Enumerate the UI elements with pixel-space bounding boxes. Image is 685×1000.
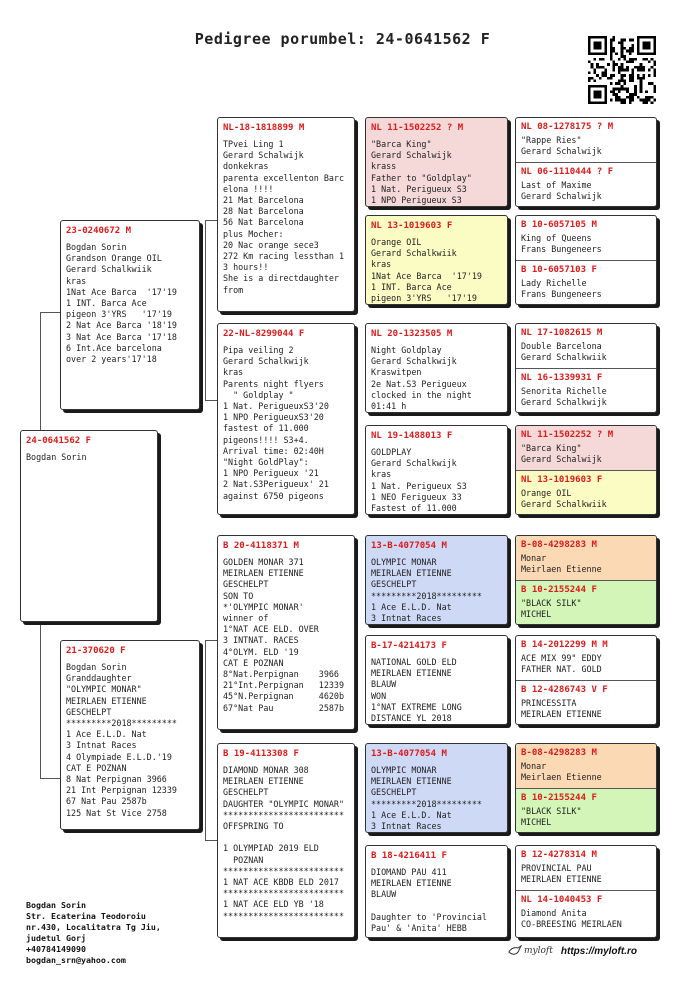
pedigree-card-gen3	[365, 117, 508, 207]
ring-number: NL-18-1818899 M	[223, 123, 305, 133]
ring-number: NL 06-1110444 ? F	[521, 167, 614, 177]
pedigree-card-dam	[60, 640, 200, 830]
pigeon-details: "Barca King" Gerard Schalwijk	[521, 443, 602, 465]
ring-number: 21-370620 F	[66, 646, 126, 656]
connector-line	[205, 220, 217, 221]
ring-number: NL 11-1502252 ? M	[371, 123, 464, 133]
connector-line	[40, 312, 60, 313]
ring-number: B 12-4286743 V F	[521, 685, 608, 695]
ring-number: B 19-4113308 F	[223, 749, 299, 759]
pigeon-details: GOLDEN MONAR 371 MEIRLAEN ETIENNE GESCHELPT SON TO *'OLYMPIC MONAR' winner of 1°NAT ACE ELD. OVER 3 INTNAT. RACES 4°OLYM. ELD '19 CAT E POZNAN 8°Nat.Perpignan 3966 21°Int.Perpignan 12339 45°N.Perpignan 4620b 67°Nat Pau 2587b	[223, 557, 345, 713]
pedigree-card-gen3	[365, 425, 508, 515]
pigeon-details: Lady Richelle Frans Bungeneers	[521, 278, 602, 300]
ring-number: B 20-4118371 M	[223, 541, 299, 551]
ring-number: B 10-2155244 F	[521, 793, 597, 803]
pigeon-details: OLYMPIC MONAR MEIRLAEN ETIENNE GESCHELPT *********2018********* 1 Ace E.L.D. Nat 3 Intnat Races	[371, 765, 482, 832]
pigeon-details: "Barca King" Gerard Schalwijk krass Father to "Goldplay" 1 Nat. Perigueux S3 1 NPO Perigueux S3	[371, 139, 472, 206]
pigeon-details: DIAMOND MONAR 308 MEIRLAEN ETIENNE GESCHELPT DAUGHTER "OLYMPIC MONAR" ************************ OFFSPRING TO 1 OLYMPIAD 2019 ELD POZNAN ************************ 1 NAT ACE KBDB ELD 2017 ************************ 1 NAT ACE ELD YB '18 ************************	[223, 765, 345, 921]
ring-number: NL 17-1082615 M	[521, 328, 603, 338]
ring-number: NL 13-1019603 F	[371, 221, 453, 231]
pigeon-details: PROVINCIAL PAU MEIRLAEN ETIENNE	[521, 863, 602, 885]
ring-number: NL 11-1502252 ? M	[521, 430, 614, 440]
gen4-sire	[516, 636, 656, 680]
ring-number: NL 08-1278175 ? M	[521, 122, 614, 132]
pedigree-card-grandsire-paternal	[217, 117, 355, 312]
pigeon-details: "BLACK SILK" MICHEL	[521, 598, 582, 620]
pedigree-card-subject	[20, 430, 158, 622]
gen4-sire	[516, 536, 656, 580]
pedigree-card-sire	[60, 220, 200, 410]
gen4-dam	[516, 788, 656, 833]
gen4-sire	[516, 426, 656, 470]
ring-number: NL 14-1040453 F	[521, 895, 603, 905]
pedigree-card-gen3	[365, 635, 508, 725]
pedigree-card-gen3	[365, 323, 508, 413]
connector-line	[40, 312, 41, 430]
ring-number: B 10-6057105 M	[521, 220, 597, 230]
ring-number: NL 20-1323505 M	[371, 329, 453, 339]
pigeon-details: Night Goldplay Gerard Schalkwijk Kraswitpen 2e Nat.S3 Perigueux clocked in the night 01:41 h	[371, 345, 472, 412]
pedigree-card-grandsire-maternal	[217, 535, 355, 730]
pedigree-card-gen3	[365, 845, 508, 938]
pedigree-card-granddam-maternal	[217, 743, 355, 938]
connector-line	[205, 220, 206, 400]
gen4-sire	[516, 216, 656, 260]
pigeon-details: Pipa veiling 2 Gerard Schalkwijk kras Parents night flyers " Goldplay " 1 Nat. PerigueuxS3'20 1 NPO PerigueuxS3'20 fastest of 11.000 pigeons!!!! S3+4. Arrival time: 02:40H "Night GoldPlay": 1 NPO Perigueux '21 2 Nat.S3Perigueux' 21 against 6750 pigeons	[223, 345, 329, 501]
pigeon-details: Monar Meirlaen Etienne	[521, 553, 602, 575]
gen4-dam	[516, 580, 656, 625]
pigeon-details: PRINCESSITA MEIRLAEN ETIENNE	[521, 698, 602, 720]
gen4-dam	[516, 162, 656, 207]
ring-number: 13-B-4077054 M	[371, 749, 447, 759]
gen4-dam	[516, 368, 656, 413]
pigeon-details: Monar Meirlaen Etienne	[521, 761, 602, 783]
pigeon-icon	[508, 945, 522, 957]
connector-line	[205, 840, 217, 841]
pedigree-card-gen3	[365, 535, 508, 625]
pigeon-details: Last of Maxime Gerard Schalwijk	[521, 180, 602, 202]
gen4-dam	[516, 260, 656, 305]
ring-number: 22-NL-8299044 F	[223, 329, 305, 339]
page-title: Pedigree porumbel: 24-0641562 F	[194, 30, 491, 48]
ring-number: NL 19-1488013 F	[371, 431, 453, 441]
gen4-dam	[516, 680, 656, 725]
pigeon-details: ACE MIX 99" EDDY FATHER NAT. GOLD	[521, 653, 602, 675]
owner-address: Bogdan Sorin Str. Ecaterina Teodoroiu nr.430, Localitatra Tg Jiu, judetul Gorj +40784149090 bogdan_srn@yahoo.com	[26, 900, 161, 965]
pedigree-card-gen4-pair	[515, 845, 657, 938]
gen4-sire	[516, 846, 656, 890]
ring-number: NL 16-1339931 F	[521, 373, 603, 383]
ring-number: B 12-4278314 M	[521, 850, 597, 860]
connector-line	[40, 622, 41, 778]
qr-code-icon	[588, 36, 656, 104]
pigeon-details: Orange OIL Gerard Schalkwiik	[521, 488, 607, 510]
pigeon-details: Orange OIL Gerard Schalkwiik kras 1Nat Ace Barca '17'19 1 INT. Barca Ace pigeon 3'YRS '17'19	[371, 237, 482, 304]
pedigree-card-gen4-pair	[515, 117, 657, 207]
gen4-dam	[516, 890, 656, 938]
myloft-logo	[508, 945, 553, 957]
ring-number: 24-0641562 F	[26, 436, 92, 446]
gen4-sire	[516, 744, 656, 788]
ring-number: B-08-4298283 M	[521, 540, 597, 550]
ring-number: NL 13-1019603 F	[521, 475, 603, 485]
pigeon-details: Bogdan Sorin Grandson Orange OIL Gerard Schalkwiik kras 1Nat Ace Barca '17'19 1 INT. Barca Ace pigeon 3'YRS '17'19 2 Nat Ace Barca '18'19 3 Nat Ace Barca '17'18 6 Int.Ace barcelona over 2 years'17'18	[66, 242, 177, 365]
pedigree-card-gen4-pair	[515, 635, 657, 725]
pigeon-details: GOLDPLAY Gerard Schalkwijk kras 1 Nat. Perigueux S3 1 NEO Ferigueux 33 Fastest of 11.000	[371, 447, 467, 514]
ring-number: B 14-2012299 M M	[521, 640, 608, 650]
pigeon-details: NATIONAL GOLD ELD MEIRLAEN ETIENNE BLAUW WON 1°NAT EXTREME LONG DISTANCE YL 2018	[371, 657, 462, 724]
connector-line	[205, 400, 217, 401]
pigeon-details: Bogdan Sorin	[26, 452, 87, 462]
ring-number: B 18-4216411 F	[371, 851, 447, 861]
connector-line	[40, 778, 60, 779]
pedigree-card-gen4-pair	[515, 425, 657, 515]
pigeon-details: DIOMAND PAU 411 MEIRLAEN ETIENNE BLAUW Daughter to 'Provincial Pau' & 'Anita' HEBB	[371, 867, 487, 934]
pigeon-details: King of Queens Frans Bungeneers	[521, 233, 602, 255]
gen4-sire	[516, 324, 656, 368]
pigeon-details: Bogdan Sorin Granddaughter "OLYMPIC MONAR" MEIRLAEN ETIENNE GESCHELPT *********2018********* 1 Ace E.L.D. Nat 3 Intnat Races 4 Olympiade E.L.D.'19 CAT E POZNAN 8 Nat Perpignan 3966 21 Int Perpignan 12339 67 Nat Pau 2587b 125 Nat St Vice 2758	[66, 662, 177, 818]
gen4-dam	[516, 470, 656, 515]
pigeon-details: Double Barcelona Gerard Schalkwiik	[521, 341, 607, 363]
pedigree-card-granddam-paternal	[217, 323, 355, 515]
pedigree-card-gen4-pair	[515, 215, 657, 305]
connector-line	[205, 640, 206, 840]
pigeon-details: TPvei Ling 1 Gerard Schalwijk donkekras parenta excellenton Barcelona !!!! 21 Mat Barcelona 28 Nat Barcelona 56 Nat Barcelona plus Mocher: 20 Nac orange sece3 272 Km racing lessthan 13 hours!! She is a directdaughter from	[223, 139, 345, 295]
pedigree-card-gen3	[365, 215, 508, 305]
branding	[508, 945, 637, 957]
pigeon-details: "BLACK SILK" MICHEL	[521, 806, 582, 828]
ring-number: B-08-4298283 M	[521, 748, 597, 758]
pedigree-card-gen4-pair	[515, 535, 657, 625]
pigeon-details: "Rappe Ries" Gerard Schalwijk	[521, 135, 602, 157]
connector-line	[205, 640, 217, 641]
ring-number: B 10-6057103 F	[521, 265, 597, 275]
gen4-sire	[516, 118, 656, 162]
pedigree-card-gen3	[365, 743, 508, 833]
ring-number: 23-0240672 M	[66, 226, 132, 236]
pigeon-details: OLYMPIC MONAR MEIRLAEN ETIENNE GESCHELPT *********2018********* 1 Ace E.L.D. Nat 3 Intnat Races	[371, 557, 482, 624]
pigeon-details: Diamond Anita CO-BREESING MEIRLAEN	[521, 908, 622, 930]
ring-number: B-17-4214173 F	[371, 641, 447, 651]
ring-number: 13-B-4077054 M	[371, 541, 447, 551]
logo-text: myloft	[524, 946, 553, 956]
pedigree-card-gen4-pair	[515, 323, 657, 413]
pedigree-card-gen4-pair	[515, 743, 657, 833]
ring-number: B 10-2155244 F	[521, 585, 597, 595]
website-link[interactable]: https://myloft.ro	[560, 945, 637, 957]
pigeon-details: Senorita Richelle Gerard Schalkwijk	[521, 386, 607, 408]
